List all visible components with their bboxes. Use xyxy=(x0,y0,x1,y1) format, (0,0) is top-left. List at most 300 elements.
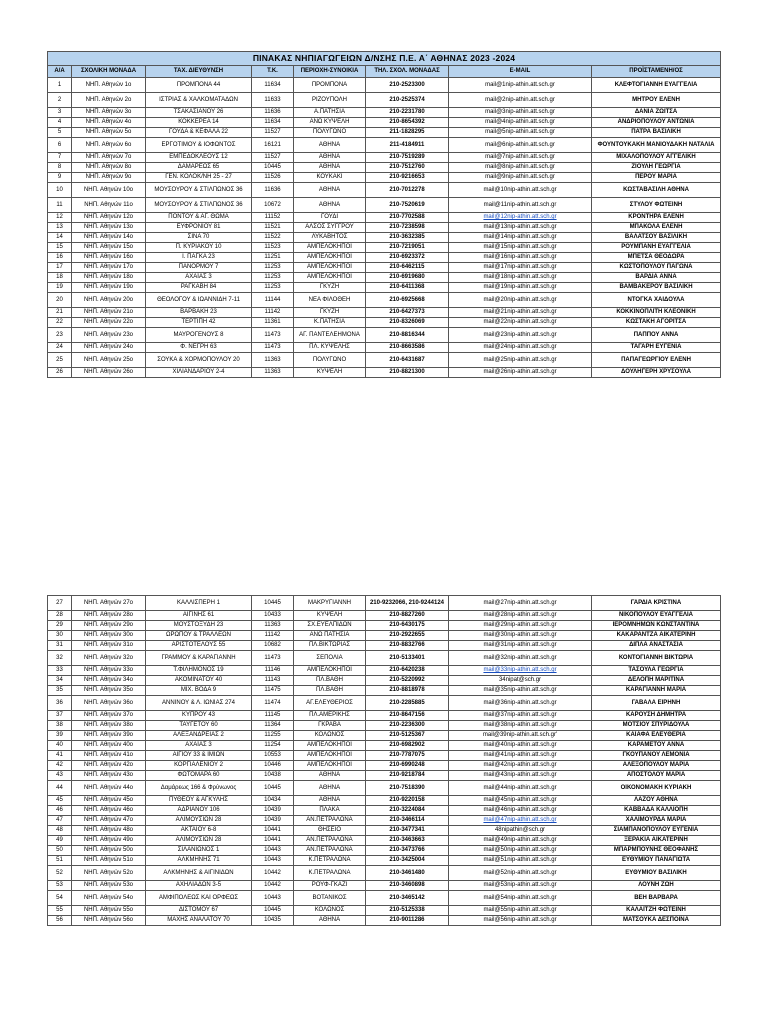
postcode-cell: 11634 xyxy=(252,78,294,93)
email-cell: mail@15nip-athin.att.sch.gr xyxy=(449,243,592,253)
head-name-cell: ΡΟΥΜΠΑΝΗ ΕΥΑΓΓΕΛΙΑ xyxy=(592,243,721,253)
email-cell: mail@20nip-athin.att.sch.gr xyxy=(449,293,592,308)
area-cell: ΑΘΗΝΑ xyxy=(294,771,366,781)
table-row xyxy=(48,198,721,213)
phone-cell: 210-6462115 xyxy=(366,263,449,273)
email-link[interactable]: mail@47nip-athin.att.sch.gr xyxy=(483,817,557,823)
school-name-cell: ΝΗΠ. Αθηνών 56ο xyxy=(72,916,146,926)
phone-cell: 210-6430175 xyxy=(366,621,449,631)
postcode-cell: 11145 xyxy=(252,711,294,721)
email-cell: mail@45nip-athin.att.sch.gr xyxy=(449,796,592,806)
col-header-phone: ΤΗΛ. ΣΧΟΛ. ΜΟΝΑΔΑΣ xyxy=(366,66,449,78)
address-cell: ΑΛΙΜΟΥΣΙΩΝ 28 xyxy=(146,836,252,846)
table-row xyxy=(48,78,721,93)
postcode-cell: 10438 xyxy=(252,771,294,781)
email-cell: mail@27nip-athin.att.sch.gr xyxy=(449,596,592,611)
phone-cell: 210-9232066, 210-9244124 xyxy=(366,596,449,611)
postcode-cell: 11363 xyxy=(252,353,294,368)
school-name-cell: ΝΗΠ. Αθηνών 15ο xyxy=(72,243,146,253)
phone-cell: 211-1828295 xyxy=(366,128,449,138)
row-number-cell: 20 xyxy=(48,293,72,308)
school-name-cell: ΝΗΠ. Αθηνών 46ο xyxy=(72,806,146,816)
area-cell: ΚΟΥΚΑΚΙ xyxy=(294,173,366,183)
address-cell: ΑΧΗΛΙΑΔΩΝ 3-5 xyxy=(146,881,252,891)
postcode-cell: 11527 xyxy=(252,128,294,138)
school-name-cell: ΝΗΠ. Αθηνών 51ο xyxy=(72,856,146,866)
postcode-cell: 11253 xyxy=(252,273,294,283)
table-row xyxy=(48,741,721,751)
address-cell: ΜΑΥΡΟΓΕΝΟΥΣ 8 xyxy=(146,328,252,343)
school-name-cell: ΝΗΠ. Αθηνών 29ο xyxy=(72,621,146,631)
row-number-cell: 32 xyxy=(48,651,72,666)
area-cell: ΑΜΠΕΛΟΚΗΠΟΙ xyxy=(294,741,366,751)
school-name-cell: ΝΗΠ. Αθηνών 54ο xyxy=(72,891,146,906)
address-cell: Ι. ΠΑΓΚΑ 23 xyxy=(146,253,252,263)
phone-cell: 210-3463663 xyxy=(366,836,449,846)
head-name-cell: ΠΑΤΡΑ ΒΑΣΙΛΙΚΗ xyxy=(592,128,721,138)
school-name-cell: ΝΗΠ. Αθηνών 49ο xyxy=(72,836,146,846)
email-cell: mail@30nip-athin.att.sch.gr xyxy=(449,631,592,641)
table-row xyxy=(48,641,721,651)
head-name-cell: ΑΠΟΣΤΟΛΟΥ ΜΑΡΙΑ xyxy=(592,771,721,781)
col-header-postcode: Τ.Κ. xyxy=(252,66,294,78)
email-cell: mail@13nip-athin.att.sch.gr xyxy=(449,223,592,233)
head-name-cell: ΠΕΡΟΥ ΜΑΡΙΑ xyxy=(592,173,721,183)
table-row xyxy=(48,676,721,686)
email-cell: mail@6nip-athin.att.sch.gr xyxy=(449,138,592,153)
table-title: ΠΙΝΑΚΑΣ ΝΗΠΙΑΓΩΓΕΙΩΝ Δ/ΝΣΗΣ Π.Ε. Α΄ ΑΘΗΝΑΣ 2023 -2024 xyxy=(48,52,721,66)
head-name-cell: ΞΕΡΑΚΙΑ ΑΙΚΑΤΕΡΙΝΗ xyxy=(592,836,721,846)
area-cell: ΣΕΠΟΛΙΑ xyxy=(294,651,366,666)
postcode-cell: 11633 xyxy=(252,93,294,108)
phone-cell: 210-3465142 xyxy=(366,891,449,906)
table-row xyxy=(48,856,721,866)
row-number-cell: 7 xyxy=(48,153,72,163)
phone-cell: 211-4184911 xyxy=(366,138,449,153)
table-row xyxy=(48,696,721,711)
row-number-cell: 30 xyxy=(48,631,72,641)
phone-cell: 210-6990248 xyxy=(366,761,449,771)
area-cell: Κ.ΠΑΤΗΣΙΑ xyxy=(294,318,366,328)
table-row xyxy=(48,93,721,108)
postcode-cell: 11473 xyxy=(252,328,294,343)
row-number-cell: 21 xyxy=(48,308,72,318)
phone-cell: 210-9011286 xyxy=(366,916,449,926)
address-cell: ΑΙΓΙΟΥ 33 & ΙΜΙΩΝ xyxy=(146,751,252,761)
row-number-cell: 23 xyxy=(48,328,72,343)
row-number-cell: 52 xyxy=(48,866,72,881)
postcode-cell: 11527 xyxy=(252,153,294,163)
row-number-cell: 6 xyxy=(48,138,72,153)
row-number-cell: 5 xyxy=(48,128,72,138)
school-name-cell: ΝΗΠ. Αθηνών 10ο xyxy=(72,183,146,198)
table-row xyxy=(48,183,721,198)
phone-cell: 210-8663586 xyxy=(366,343,449,353)
head-name-cell: ΒΕΗ ΒΑΡΒΑΡΑ xyxy=(592,891,721,906)
row-number-cell: 17 xyxy=(48,263,72,273)
row-number-cell: 19 xyxy=(48,283,72,293)
email-cell: mail@35nip-athin.att.sch.gr xyxy=(449,686,592,696)
col-header-email: E-MAIL xyxy=(449,66,592,78)
phone-cell: 210-7518390 xyxy=(366,781,449,796)
head-name-cell: ΒΑΛΑΤΣΟΥ ΒΑΣΙΛΙΚΗ xyxy=(592,233,721,243)
area-cell: ΑΘΗΝΑ xyxy=(294,796,366,806)
phone-cell: 210-6431687 xyxy=(366,353,449,368)
postcode-cell: 11521 xyxy=(252,223,294,233)
address-cell: Δαμάρεως 166 & Φρύνωνος xyxy=(146,781,252,796)
school-name-cell: ΝΗΠ. Αθηνών 52ο xyxy=(72,866,146,881)
head-name-cell: ΓΑΡΔΙΑ ΚΡΙΣΤΙΝΑ xyxy=(592,596,721,611)
area-cell: ΠΛΑΚΑ xyxy=(294,806,366,816)
school-name-cell: ΝΗΠ. Αθηνών 44ο xyxy=(72,781,146,796)
address-cell: ΒΑΡΒΑΚΗ 23 xyxy=(146,308,252,318)
table-row xyxy=(48,751,721,761)
postcode-cell: 11363 xyxy=(252,368,294,378)
address-cell: ΠΡΟΜΠΟΝΑ 44 xyxy=(146,78,252,93)
table-row xyxy=(48,836,721,846)
address-cell: ΧΙΛΙΑΝΔΑΡΙΟΥ 2-4 xyxy=(146,368,252,378)
address-cell: ΑΙΓΙΝΗΣ 61 xyxy=(146,611,252,621)
school-name-cell: ΝΗΠ. Αθηνών 11ο xyxy=(72,198,146,213)
school-name-cell: ΝΗΠ. Αθηνών 42ο xyxy=(72,761,146,771)
head-name-cell: ΟΙΚΟΝΟΜΑΚΗ ΚΥΡΙΑΚΗ xyxy=(592,781,721,796)
area-cell: ΚΥΨΕΛΗ xyxy=(294,368,366,378)
email-cell: mail@8nip-athin.att.sch.gr xyxy=(449,163,592,173)
row-number-cell: 24 xyxy=(48,343,72,353)
table-row xyxy=(48,891,721,906)
postcode-cell: 11636 xyxy=(252,108,294,118)
email-cell: mail@56nip-athin.att.sch.gr xyxy=(449,916,592,926)
row-number-cell: 55 xyxy=(48,906,72,916)
phone-cell: 210-7012278 xyxy=(366,183,449,198)
area-cell: ΝΕΑ ΦΙΛΟΘΕΗ xyxy=(294,293,366,308)
row-number-cell: 2 xyxy=(48,93,72,108)
area-cell: ΓΚΥΖΗ xyxy=(294,308,366,318)
school-name-cell: ΝΗΠ. Αθηνών 5ο xyxy=(72,128,146,138)
address-cell: ΜΟΥΣΤΟΞΥΔΗ 23 xyxy=(146,621,252,631)
school-name-cell: ΝΗΠ. Αθηνών 36ο xyxy=(72,696,146,711)
table-row xyxy=(48,308,721,318)
school-name-cell: ΝΗΠ. Αθηνών 27ο xyxy=(72,596,146,611)
col-header-area: ΠΕΡΙΟΧΗ-ΣΥΝΟΙΚΙΑ xyxy=(294,66,366,78)
area-cell: ΓΚΡΑΒΑ xyxy=(294,721,366,731)
area-cell: ΑΝΩ ΚΥΨΕΛΗ xyxy=(294,118,366,128)
postcode-cell: 11634 xyxy=(252,118,294,128)
head-name-cell: ΓΚΟΥΠΑΝΟΥ ΛΕΜΟΝΙΑ xyxy=(592,751,721,761)
postcode-cell: 11152 xyxy=(252,213,294,223)
email-cell: mail@49nip-athin.att.sch.gr xyxy=(449,836,592,846)
email-cell: mail@37nip-athin.att.sch.gr xyxy=(449,711,592,721)
row-number-cell: 34 xyxy=(48,676,72,686)
school-name-cell: ΝΗΠ. Αθηνών 47ο xyxy=(72,816,146,826)
school-name-cell: ΝΗΠ. Αθηνών 35ο xyxy=(72,686,146,696)
email-cell: mail@42nip-athin.att.sch.gr xyxy=(449,761,592,771)
area-cell: ΠΡΟΜΠΟΝΑ xyxy=(294,78,366,93)
table-row xyxy=(48,796,721,806)
head-name-cell: ΤΑΓΑΡΗ ΕΥΓΕΝΙΑ xyxy=(592,343,721,353)
table-row xyxy=(48,721,721,731)
table-row xyxy=(48,223,721,233)
table-row xyxy=(48,631,721,641)
school-name-cell: ΝΗΠ. Αθηνών 8ο xyxy=(72,163,146,173)
address-cell: ΜΑΧΗΣ ΑΝΑΛΑΤΟΥ 70 xyxy=(146,916,252,926)
school-name-cell: ΝΗΠ. Αθηνών 30ο xyxy=(72,631,146,641)
email-cell: mail@25nip-athin.att.sch.gr xyxy=(449,353,592,368)
table-row xyxy=(48,128,721,138)
school-name-cell: ΝΗΠ. Αθηνών 40ο xyxy=(72,741,146,751)
email-cell: mail@31nip-athin.att.sch.gr xyxy=(449,641,592,651)
head-name-cell: ΚΑΛΑΪΤΖΗ ΦΩΤΕΙΝΗ xyxy=(592,906,721,916)
address-cell: ΔΙΣΤΟΜΟΥ 67 xyxy=(146,906,252,916)
table-row xyxy=(48,686,721,696)
table-row xyxy=(48,611,721,621)
row-number-cell: 29 xyxy=(48,621,72,631)
postcode-cell: 10442 xyxy=(252,881,294,891)
address-cell: ΣΟΥΚΑ & ΧΟΡΜΟΠΟΥΛΟΥ 20 xyxy=(146,353,252,368)
head-name-cell: ΔΙΠΛΑ ΑΝΑΣΤΑΣΙΑ xyxy=(592,641,721,651)
area-cell: ΑΘΗΝΑ xyxy=(294,198,366,213)
area-cell: ΠΛ.ΒΙΚΤΩΡΙΑΣ xyxy=(294,641,366,651)
phone-cell: 210-3460898 xyxy=(366,881,449,891)
head-name-cell: ΚΩΣΤΑΒΑΣΙΛΗ ΑΘΗΝΑ xyxy=(592,183,721,198)
address-cell: ΑΝΝΙΝΟΥ & Λ. ΙΩΝΙΑΣ 274 xyxy=(146,696,252,711)
email-cell: mail@52nip-athin.att.sch.gr xyxy=(449,866,592,881)
row-number-cell: 49 xyxy=(48,836,72,846)
email-cell: mail@40nip-athin.att.sch.gr xyxy=(449,741,592,751)
email-cell: mail@21nip-athin.att.sch.gr xyxy=(449,308,592,318)
email-cell xyxy=(449,666,592,676)
row-number-cell: 13 xyxy=(48,223,72,233)
col-header-head: ΠΡΟΪΣΤΑΜΕΝΗ/ΟΣ xyxy=(592,66,721,78)
school-name-cell: ΝΗΠ. Αθηνών 34ο xyxy=(72,676,146,686)
phone-cell: 210-6925668 xyxy=(366,293,449,308)
address-cell: ΤΑΫΓΕΤΟΥ 60 xyxy=(146,721,252,731)
address-cell: ΜΟΥΣΟΥΡΟΥ & ΣΤΙΛΠΩΝΟΣ 36 xyxy=(146,198,252,213)
phone-cell: 210-8326069 xyxy=(366,318,449,328)
phone-cell: 210-8832766 xyxy=(366,641,449,651)
area-cell: ΚΥΨΕΛΗ xyxy=(294,611,366,621)
school-name-cell: ΝΗΠ. Αθηνών 31ο xyxy=(72,641,146,651)
phone-cell: 210-5125367 xyxy=(366,731,449,741)
table-row xyxy=(48,866,721,881)
table-row xyxy=(48,233,721,243)
email-cell: mail@5nip-athin.att.sch.gr xyxy=(449,128,592,138)
postcode-cell: 10445 xyxy=(252,906,294,916)
row-number-cell: 27 xyxy=(48,596,72,611)
area-cell: ΣΧ.ΕΥΕΛΠΙΔΩΝ xyxy=(294,621,366,631)
postcode-cell: 10441 xyxy=(252,836,294,846)
table-row xyxy=(48,173,721,183)
school-name-cell: ΝΗΠ. Αθηνών 32ο xyxy=(72,651,146,666)
phone-cell: 210-2231780 xyxy=(366,108,449,118)
area-cell: ΡΙΖΟΥΠΟΛΗ xyxy=(294,93,366,108)
postcode-cell: 10443 xyxy=(252,891,294,906)
address-cell: ΓΕΝ. ΚΟΛΟΚ/ΝΗ 25 - 27 xyxy=(146,173,252,183)
table-row xyxy=(48,318,721,328)
head-name-cell: ΚΟΚΚΙΝΟΠΛΙΤΗ ΚΛΕΟΝΙΚΗ xyxy=(592,308,721,318)
school-name-cell: ΝΗΠ. Αθηνών 14ο xyxy=(72,233,146,243)
email-cell: 34nipat@sch.gr xyxy=(449,676,592,686)
phone-cell: 210-6427373 xyxy=(366,308,449,318)
email-link[interactable]: mail@33nip-athin.att.sch.gr xyxy=(483,667,557,673)
row-number-cell: 1 xyxy=(48,78,72,93)
area-cell: ΛΥΚΑΒΗΤΟΣ xyxy=(294,233,366,243)
address-cell: ΠΑΝΟΡΜΟΥ 7 xyxy=(146,263,252,273)
col-header-school: ΣΧΟΛΙΚΗ ΜΟΝΑΔΑ xyxy=(72,66,146,78)
head-name-cell: ΑΛΕΞΟΠΟΥΛΟΥ ΜΑΡΙΑ xyxy=(592,761,721,771)
area-cell: Κ.ΠΕΤΡΑΛΩΝΑ xyxy=(294,856,366,866)
address-cell: ΑΛΚΜΗΝΗΣ & ΑΙΓΙΝΙΔΩΝ xyxy=(146,866,252,881)
phone-cell: 210-9220158 xyxy=(366,796,449,806)
head-name-cell: ΚΩΣΤΑΚΗ ΑΓΟΡΙΤΣΑ xyxy=(592,318,721,328)
email-cell: mail@3nip-athin.att.sch.gr xyxy=(449,108,592,118)
area-cell: ΑΝ.ΠΕΤΡΑΛΩΝΑ xyxy=(294,836,366,846)
address-cell: ΕΜΠΕΔΟΚΛΕΟΥΣ 12 xyxy=(146,153,252,163)
postcode-cell: 11523 xyxy=(252,243,294,253)
schools-table-part-1 xyxy=(47,51,721,378)
postcode-cell: 11473 xyxy=(252,343,294,353)
area-cell: ΠΛ.ΒΑΘΗ xyxy=(294,676,366,686)
table-row xyxy=(48,118,721,128)
school-name-cell: ΝΗΠ. Αθηνών 24ο xyxy=(72,343,146,353)
email-cell: mail@32nip-athin.att.sch.gr xyxy=(449,651,592,666)
area-cell: ΚΟΛΩΝΟΣ xyxy=(294,731,366,741)
head-name-cell: ΠΑΠΠΟΥ ΑΝΝΑ xyxy=(592,328,721,343)
postcode-cell: 11526 xyxy=(252,173,294,183)
phone-cell: 210-7512760 xyxy=(366,163,449,173)
head-name-cell: ΝΙΚΟΠΟΥΛΟΥ ΕΥΑΓΓΕΛΙΑ xyxy=(592,611,721,621)
email-cell: mail@22nip-athin.att.sch.gr xyxy=(449,318,592,328)
row-number-cell: 16 xyxy=(48,253,72,263)
area-cell: ΠΟΛΥΓΩΝΟ xyxy=(294,353,366,368)
postcode-cell: 10439 xyxy=(252,806,294,816)
email-cell xyxy=(449,816,592,826)
address-cell: ΑΚΤΑΙΟΥ 6-8 xyxy=(146,826,252,836)
table-row xyxy=(48,596,721,611)
area-cell: ΑΘΗΝΑ xyxy=(294,138,366,153)
phone-cell: 210-7219051 xyxy=(366,243,449,253)
table-row xyxy=(48,293,721,308)
postcode-cell: 11474 xyxy=(252,696,294,711)
postcode-cell: 11251 xyxy=(252,253,294,263)
school-name-cell: ΝΗΠ. Αθηνών 39ο xyxy=(72,731,146,741)
postcode-cell: 11522 xyxy=(252,233,294,243)
postcode-cell: 16121 xyxy=(252,138,294,153)
row-number-cell: 14 xyxy=(48,233,72,243)
table-row xyxy=(48,826,721,836)
email-cell: mail@36nip-athin.att.sch.gr xyxy=(449,696,592,711)
area-cell: ΠΛ. ΚΥΨΕΛΗΣ xyxy=(294,343,366,353)
table-row xyxy=(48,283,721,293)
school-name-cell: ΝΗΠ. Αθηνών 41ο xyxy=(72,751,146,761)
area-cell: ΑΜΠΕΛΟΚΗΠΟΙ xyxy=(294,751,366,761)
row-number-cell: 56 xyxy=(48,916,72,926)
email-cell xyxy=(449,213,592,223)
phone-cell: 210-3473766 xyxy=(366,846,449,856)
email-link[interactable]: mail@12nip-athin.att.sch.gr xyxy=(483,214,557,220)
table-row xyxy=(48,621,721,631)
row-number-cell: 54 xyxy=(48,891,72,906)
email-cell: mail@19nip-athin.att.sch.gr xyxy=(449,283,592,293)
address-cell: ΩΡΩΠΟΥ & ΤΡΑΛΛΕΩΝ xyxy=(146,631,252,641)
table-row xyxy=(48,771,721,781)
school-name-cell: ΝΗΠ. Αθηνών 13ο xyxy=(72,223,146,233)
email-cell: mail@17nip-athin.att.sch.gr xyxy=(449,263,592,273)
school-name-cell: ΝΗΠ. Αθηνών 9ο xyxy=(72,173,146,183)
head-name-cell: ΔΑΝΙΑ ΖΩΙΤΣΑ xyxy=(592,108,721,118)
area-cell: ΑΜΠΕΛΟΚΗΠΟΙ xyxy=(294,273,366,283)
row-number-cell: 8 xyxy=(48,163,72,173)
row-number-cell: 33 xyxy=(48,666,72,676)
phone-cell: 210-7787075 xyxy=(366,751,449,761)
email-cell: mail@54nip-athin.att.sch.gr xyxy=(449,891,592,906)
row-number-cell: 31 xyxy=(48,641,72,651)
area-cell: ΑΘΗΝΑ xyxy=(294,916,366,926)
row-number-cell: 3 xyxy=(48,108,72,118)
address-cell: ΣΙΝΑ 70 xyxy=(146,233,252,243)
phone-cell: 210-3477341 xyxy=(366,826,449,836)
address-cell: Φ. ΝΕΓΡΗ 63 xyxy=(146,343,252,353)
postcode-cell: 11253 xyxy=(252,283,294,293)
school-name-cell: ΝΗΠ. Αθηνών 20ο xyxy=(72,293,146,308)
area-cell: ΑΓ. ΠΑΝΤΕΛΕΗΜΟΝΑ xyxy=(294,328,366,343)
area-cell: ΑΜΠΕΛΟΚΗΠΟΙ xyxy=(294,243,366,253)
address-cell: ΑΡΙΣΤΟΤΕΛΟΥΣ 55 xyxy=(146,641,252,651)
postcode-cell: 10433 xyxy=(252,611,294,621)
phone-cell: 210-9218784 xyxy=(366,771,449,781)
phone-cell: 210-2922655 xyxy=(366,631,449,641)
row-number-cell: 44 xyxy=(48,781,72,796)
area-cell: Α.ΠΑΤΗΣΙΑ xyxy=(294,108,366,118)
phone-cell: 210-8818978 xyxy=(366,686,449,696)
head-name-cell: ΒΑΡΔΙΑ ΑΝΝΑ xyxy=(592,273,721,283)
area-cell: ΑΜΠΕΛΟΚΗΠΟΙ xyxy=(294,761,366,771)
postcode-cell: 11255 xyxy=(252,731,294,741)
area-cell: ΠΟΛΥΓΩΝΟ xyxy=(294,128,366,138)
postcode-cell: 10441 xyxy=(252,826,294,836)
address-cell: ΚΟΡΓΙΑΛΕΝΙΟΥ 2 xyxy=(146,761,252,771)
head-name-cell: ΣΙΑΜΠΑΝΟΠΟΥΛΟΥ ΕΥΓΕΝΙΑ xyxy=(592,826,721,836)
school-name-cell: ΝΗΠ. Αθηνών 43ο xyxy=(72,771,146,781)
phone-cell: 210-7520619 xyxy=(366,198,449,213)
row-number-cell: 43 xyxy=(48,771,72,781)
area-cell: ΑΝ.ΠΕΤΡΑΛΩΝΑ xyxy=(294,846,366,856)
address-cell: ΤΕΡΤΙΠΗ 42 xyxy=(146,318,252,328)
row-number-cell: 50 xyxy=(48,846,72,856)
table-row xyxy=(48,816,721,826)
table-row xyxy=(48,343,721,353)
school-name-cell: ΝΗΠ. Αθηνών 21ο xyxy=(72,308,146,318)
row-number-cell: 48 xyxy=(48,826,72,836)
address-cell: ΕΥΦΡΟΝΙΟΥ 81 xyxy=(146,223,252,233)
table-row xyxy=(48,651,721,666)
email-cell: mail@14nip-athin.att.sch.gr xyxy=(449,233,592,243)
email-cell: mail@2nip-athin.att.sch.gr xyxy=(449,93,592,108)
row-number-cell: 40 xyxy=(48,741,72,751)
row-number-cell: 28 xyxy=(48,611,72,621)
row-number-cell: 10 xyxy=(48,183,72,198)
postcode-cell: 10672 xyxy=(252,198,294,213)
phone-cell: 210-5133401 xyxy=(366,651,449,666)
head-name-cell: ΚΩΣΤΟΠΟΥΛΟΥ ΠΑΓΩΝΑ xyxy=(592,263,721,273)
head-name-cell: ΒΑΜΒΑΚΕΡΟΥ ΒΑΣΙΛΙΚΗ xyxy=(592,283,721,293)
table-row xyxy=(48,881,721,891)
email-cell: mail@16nip-athin.att.sch.gr xyxy=(449,253,592,263)
address-cell: ΑΛΕΞΑΝΔΡΕΙΑΣ 2 xyxy=(146,731,252,741)
head-name-cell: ΚΑΡΑΜΕΤΟΥ ΑΝΝΑ xyxy=(592,741,721,751)
address-cell: ΑΧΑΪΑΣ 3 xyxy=(146,741,252,751)
school-name-cell: ΝΗΠ. Αθηνών 28ο xyxy=(72,611,146,621)
